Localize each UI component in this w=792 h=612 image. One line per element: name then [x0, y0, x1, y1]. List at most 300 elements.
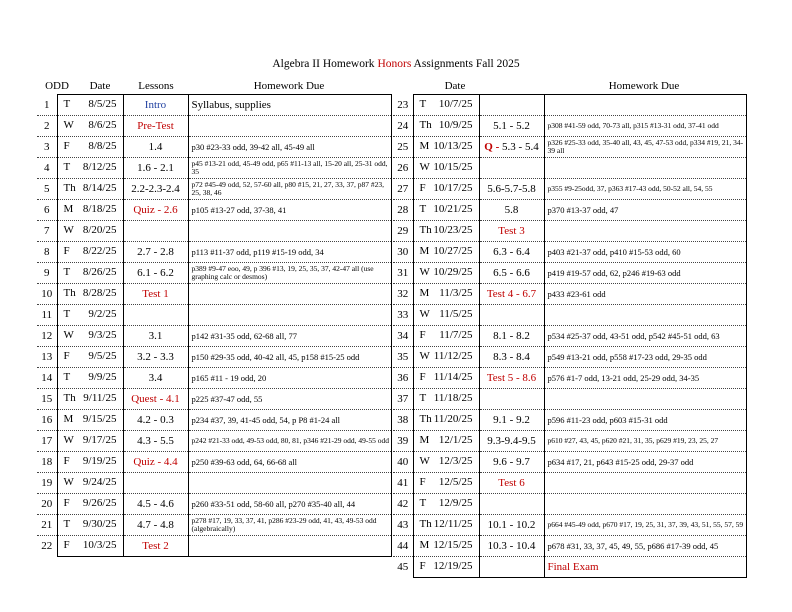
homework-cell — [188, 221, 391, 242]
table-row — [393, 200, 746, 221]
lesson-cell — [123, 515, 188, 536]
table-row — [393, 284, 746, 305]
date: 9/15/25 — [82, 413, 117, 425]
row-number: 10 — [37, 284, 57, 305]
lesson-label: 3.1 — [148, 330, 163, 342]
date-cell — [57, 116, 123, 137]
date: 8/18/25 — [82, 203, 117, 215]
date: 12/1/25 — [438, 434, 473, 446]
day-of-week: M — [419, 287, 430, 299]
day-of-week: W — [63, 119, 74, 131]
lesson-cell — [479, 347, 544, 368]
table-row — [393, 515, 746, 536]
lesson-label: 5.3 - 5.4 — [502, 141, 539, 153]
date: 10/15/25 — [433, 161, 473, 173]
day-of-week: W — [419, 350, 430, 362]
lesson-cell — [479, 389, 544, 410]
homework-cell — [544, 95, 746, 116]
date-cell — [57, 368, 123, 389]
row-number: 25 — [393, 137, 413, 158]
row-number: 43 — [393, 515, 413, 536]
day-of-week: Th — [419, 119, 432, 131]
lesson-label: 6.5 - 6.6 — [493, 267, 530, 279]
day-of-week: F — [63, 245, 70, 257]
day-of-week: F — [63, 455, 70, 467]
table-row — [393, 473, 746, 494]
date: 9/17/25 — [82, 434, 117, 446]
day-of-week: T — [419, 203, 427, 215]
lesson-label: 2.7 - 2.8 — [137, 246, 174, 258]
date: 9/3/25 — [88, 329, 117, 341]
date-cell — [413, 137, 479, 158]
lesson-cell — [123, 494, 188, 515]
row-number: 31 — [393, 263, 413, 284]
table-row — [37, 221, 391, 242]
date-cell — [413, 557, 479, 578]
day-of-week: T — [419, 497, 427, 509]
lesson-cell — [123, 95, 188, 116]
homework-cell — [188, 473, 391, 494]
table-row — [393, 221, 746, 242]
date: 9/26/25 — [82, 497, 117, 509]
homework-cell: p610 #27, 43, 45, p620 #21, 31, 35, p629 #19, 23, 25, 27 — [544, 431, 746, 452]
lesson-label: 9.6 - 9.7 — [493, 456, 530, 468]
table-row — [393, 536, 746, 557]
lesson-cell — [123, 536, 188, 557]
homework-cell: p596 #11-23 odd, p603 #15-31 odd — [544, 410, 746, 431]
row-number: 44 — [393, 536, 413, 557]
day-of-week: Th — [419, 518, 432, 530]
row-number: 5 — [37, 179, 57, 200]
table-row — [393, 347, 746, 368]
homework-cell — [188, 536, 391, 557]
table-row — [37, 473, 391, 494]
row-number: 27 — [393, 179, 413, 200]
row-number: 42 — [393, 494, 413, 515]
day-of-week: F — [63, 497, 70, 509]
homework-cell: p433 #23-61 odd — [544, 284, 746, 305]
table-row — [37, 452, 391, 473]
lesson-label: Pre-Test — [137, 120, 174, 132]
row-number: 8 — [37, 242, 57, 263]
row-number: 37 — [393, 389, 413, 410]
header-odd: ODD — [45, 80, 69, 92]
row-number: 9 — [37, 263, 57, 284]
table-row — [393, 305, 746, 326]
lesson-cell — [479, 284, 544, 305]
day-of-week: T — [63, 308, 71, 320]
day-of-week: W — [419, 266, 430, 278]
day-of-week: M — [63, 413, 74, 425]
row-number: 45 — [393, 557, 413, 578]
day-of-week: W — [419, 308, 430, 320]
table-row — [393, 179, 746, 200]
day-of-week: M — [419, 434, 430, 446]
day-of-week: F — [419, 476, 426, 488]
date-cell — [413, 179, 479, 200]
day-of-week: W — [63, 476, 74, 488]
row-number: 3 — [37, 137, 57, 158]
table-row — [37, 95, 391, 116]
date: 11/14/25 — [433, 371, 473, 383]
date-cell — [57, 179, 123, 200]
lesson-label: 1.4 — [148, 141, 163, 153]
lesson-label: Intro — [144, 99, 167, 111]
lesson-cell — [123, 116, 188, 137]
row-number: 41 — [393, 473, 413, 494]
lesson-cell — [123, 410, 188, 431]
homework-cell: p165 #11 - 19 odd, 20 — [188, 368, 391, 389]
lesson-label: 6.3 - 6.4 — [493, 246, 530, 258]
date: 12/3/25 — [438, 455, 473, 467]
lesson-label: Quiz - 2.6 — [133, 204, 178, 216]
row-number: 12 — [37, 326, 57, 347]
day-of-week: T — [419, 392, 427, 404]
homework-cell: p278 #17, 19, 33, 37, 41, p286 #23-29 odd, 41, 43, 49-53 odd (algebraically) — [188, 515, 391, 536]
row-number: 2 — [37, 116, 57, 137]
table-row — [37, 263, 391, 284]
date: 9/24/25 — [82, 476, 117, 488]
date-cell — [413, 200, 479, 221]
table-row — [393, 116, 746, 137]
date-cell — [413, 536, 479, 557]
date-cell — [57, 326, 123, 347]
date-cell — [413, 347, 479, 368]
table-row — [37, 515, 391, 536]
lesson-cell — [123, 200, 188, 221]
lesson-label: 9.3-9.4-9.5 — [487, 435, 536, 447]
lesson-label: 10.1 - 10.2 — [487, 519, 536, 531]
table-row — [393, 410, 746, 431]
row-number: 36 — [393, 368, 413, 389]
lesson-cell — [123, 263, 188, 284]
day-of-week: Th — [419, 224, 432, 236]
date: 8/22/25 — [82, 245, 117, 257]
homework-cell: p403 #21-37 odd, p410 #15-53 odd, 60 — [544, 242, 746, 263]
lesson-cell — [479, 242, 544, 263]
day-of-week: W — [419, 455, 430, 467]
row-number: 30 — [393, 242, 413, 263]
lesson-label: 1.6 - 2.1 — [137, 162, 174, 174]
lesson-cell — [479, 200, 544, 221]
day-of-week: F — [419, 329, 426, 341]
lesson-label: Test 5 - 8.6 — [486, 372, 537, 384]
homework-cell — [544, 305, 746, 326]
day-of-week: Th — [63, 392, 76, 404]
homework-cell: p242 #21-33 odd, 49-53 odd, 80, 81, p346 #21-29 odd, 49-55 odd — [188, 431, 391, 452]
date-cell — [413, 368, 479, 389]
date-cell — [413, 515, 479, 536]
date-cell — [57, 410, 123, 431]
row-number: 34 — [393, 326, 413, 347]
left-schedule-table — [37, 94, 392, 557]
date: 8/12/25 — [82, 161, 117, 173]
table-row — [37, 410, 391, 431]
date: 11/3/25 — [439, 287, 473, 299]
homework-cell: p142 #31-35 odd, 62-68 all, 77 — [188, 326, 391, 347]
date: 9/5/25 — [88, 350, 117, 362]
row-number: 23 — [397, 98, 409, 111]
date-cell — [57, 158, 123, 179]
table-row — [37, 137, 391, 158]
lesson-label: 4.5 - 4.6 — [137, 498, 174, 510]
homework-cell — [544, 221, 746, 242]
row-number: 14 — [37, 368, 57, 389]
day-of-week: F — [419, 560, 426, 572]
lesson-cell — [123, 242, 188, 263]
homework-cell: Syllabus, supplies — [188, 95, 391, 116]
day-of-week: M — [419, 245, 430, 257]
homework-cell: p534 #25-37 odd, 43-51 odd, p542 #45-51 odd, 63 — [544, 326, 746, 347]
lesson-label: Test 3 — [498, 225, 525, 237]
day-of-week: F — [419, 371, 426, 383]
table-row — [393, 263, 746, 284]
date-cell — [413, 410, 479, 431]
date: 8/5/25 — [88, 98, 117, 110]
row-number: 35 — [393, 347, 413, 368]
header-homework-due: Homework Due — [253, 80, 325, 92]
lesson-label: 4.2 - 0.3 — [137, 414, 174, 426]
date-cell — [57, 473, 123, 494]
row-number: 29 — [393, 221, 413, 242]
lesson-cell — [123, 137, 188, 158]
title-honors: Honors — [377, 58, 412, 70]
date-cell — [413, 242, 479, 263]
date-cell — [57, 389, 123, 410]
lesson-label: Test 1 — [142, 288, 169, 300]
day-of-week: T — [63, 98, 71, 110]
day-of-week: M — [419, 539, 430, 551]
day-of-week: F — [419, 182, 426, 194]
homework-cell: p419 #19-57 odd, 62, p246 #19-63 odd — [544, 263, 746, 284]
row-number: 11 — [37, 305, 57, 326]
row-number: 40 — [393, 452, 413, 473]
date-cell — [57, 221, 123, 242]
homework-cell: p389 #9-47 eoo, 49, p 396 #13, 19, 25, 35, 37, 42-47 all (use graphing calc or desmos) — [188, 263, 391, 284]
date-cell — [57, 242, 123, 263]
title-part1: Algebra II Homework — [272, 58, 378, 70]
table-row — [37, 347, 391, 368]
date: 10/7/25 — [438, 98, 473, 110]
date: 11/20/25 — [433, 413, 473, 425]
day-of-week: M — [63, 203, 74, 215]
homework-cell — [188, 116, 391, 137]
date-cell — [57, 347, 123, 368]
quiz-marker: Q - — [484, 141, 503, 153]
homework-cell — [544, 389, 746, 410]
day-of-week: T — [63, 266, 71, 278]
lesson-label: Quest - 4.1 — [131, 393, 180, 405]
day-of-week: Th — [63, 287, 76, 299]
date: 12/19/25 — [433, 560, 473, 572]
header-date-right: Date — [444, 80, 466, 92]
lesson-cell — [479, 368, 544, 389]
row-number: 16 — [37, 410, 57, 431]
lesson-cell — [479, 494, 544, 515]
table-row — [37, 536, 391, 557]
lesson-label: 10.3 - 10.4 — [487, 540, 536, 552]
row-number: 19 — [37, 473, 57, 494]
date-cell — [413, 326, 479, 347]
homework-cell — [544, 158, 746, 179]
page-title — [0, 58, 792, 70]
lesson-cell — [123, 179, 188, 200]
homework-cell: p150 #29-35 odd, 40-42 all, 45, p158 #15-25 odd — [188, 347, 391, 368]
lesson-cell — [479, 158, 544, 179]
table-row — [37, 326, 391, 347]
date: 10/29/25 — [433, 266, 473, 278]
lesson-label: 5.6-5.7-5.8 — [487, 183, 536, 195]
date: 12/11/25 — [433, 518, 473, 530]
date-cell — [413, 116, 479, 137]
date-cell — [413, 305, 479, 326]
table-row — [37, 305, 391, 326]
lesson-cell — [479, 410, 544, 431]
table-row — [37, 368, 391, 389]
lesson-label: 3.2 - 3.3 — [137, 351, 174, 363]
day-of-week: F — [63, 350, 70, 362]
lesson-label: Test 2 — [142, 540, 169, 552]
date: 8/26/25 — [82, 266, 117, 278]
date: 9/2/25 — [88, 308, 117, 320]
lesson-label: 5.1 - 5.2 — [493, 120, 530, 132]
lesson-label: 3.4 — [148, 372, 163, 384]
date: 8/28/25 — [82, 287, 117, 299]
date-cell — [57, 137, 123, 158]
date: 10/17/25 — [433, 182, 473, 194]
header-date: Date — [89, 80, 111, 92]
table-row — [37, 431, 391, 452]
day-of-week: T — [63, 518, 71, 530]
right-schedule-table — [393, 94, 747, 578]
homework-cell: p576 #1-7 odd, 13-21 odd, 25-29 odd, 34-35 — [544, 368, 746, 389]
date-cell — [413, 95, 479, 116]
lesson-label: 8.3 - 8.4 — [493, 351, 530, 363]
date-cell — [57, 494, 123, 515]
day-of-week: F — [63, 539, 70, 551]
homework-cell: p234 #37, 39, 41-45 odd, 54, p P8 #1-24 all — [188, 410, 391, 431]
table-row — [393, 557, 746, 578]
homework-cell: p113 #11-37 odd, p119 #15-19 odd, 34 — [188, 242, 391, 263]
homework-cell: p549 #13-21 odd, p558 #17-23 odd, 29-35 odd — [544, 347, 746, 368]
row-number: 15 — [37, 389, 57, 410]
table-row — [37, 284, 391, 305]
lesson-cell — [123, 347, 188, 368]
day-of-week: T — [419, 98, 427, 110]
date: 10/21/25 — [433, 203, 473, 215]
lesson-label: 9.1 - 9.2 — [493, 414, 530, 426]
date-cell — [413, 263, 479, 284]
homework-cell: p250 #39-63 odd, 64, 66-68 all — [188, 452, 391, 473]
lesson-cell — [479, 557, 544, 578]
date: 9/19/25 — [82, 455, 117, 467]
row-number: 20 — [37, 494, 57, 515]
lesson-cell — [479, 116, 544, 137]
row-number: 4 — [37, 158, 57, 179]
date-cell — [57, 284, 123, 305]
row-number: 26 — [393, 158, 413, 179]
date-cell — [413, 221, 479, 242]
table-row — [393, 158, 746, 179]
date: 8/20/25 — [82, 224, 117, 236]
homework-cell — [188, 284, 391, 305]
lesson-cell — [479, 221, 544, 242]
lesson-cell — [479, 452, 544, 473]
lesson-label: Test 6 — [498, 477, 525, 489]
day-of-week: W — [63, 434, 74, 446]
homework-cell: p355 #9-25odd, 37, p363 #17-43 odd, 50-52 all, 54, 55 — [544, 179, 746, 200]
table-row — [393, 431, 746, 452]
date: 10/27/25 — [433, 245, 473, 257]
lesson-label: 4.3 - 5.5 — [137, 435, 174, 447]
date-cell — [57, 431, 123, 452]
lesson-cell — [123, 158, 188, 179]
date-cell — [413, 494, 479, 515]
lesson-label: 8.1 - 8.2 — [493, 330, 530, 342]
row-number: 1 — [44, 98, 50, 111]
homework-cell: p225 #37-47 odd, 55 — [188, 389, 391, 410]
lesson-cell — [479, 263, 544, 284]
row-number: 18 — [37, 452, 57, 473]
date-cell — [413, 284, 479, 305]
row-number: 17 — [37, 431, 57, 452]
table-row — [393, 242, 746, 263]
lesson-cell — [479, 305, 544, 326]
homework-cell: p105 #13-27 odd, 37-38, 41 — [188, 200, 391, 221]
lesson-label: Quiz - 4.4 — [133, 456, 178, 468]
date-cell — [57, 200, 123, 221]
table-row — [37, 158, 391, 179]
lesson-cell — [123, 221, 188, 242]
table-row — [393, 389, 746, 410]
date-cell — [413, 431, 479, 452]
homework-cell: Final Exam — [544, 557, 746, 578]
day-of-week: Th — [63, 182, 76, 194]
lesson-cell — [479, 95, 544, 116]
date: 12/15/25 — [433, 539, 473, 551]
table-row — [37, 242, 391, 263]
row-number: 7 — [37, 221, 57, 242]
homework-cell: p634 #17, 21, p643 #15-25 odd, 29-37 odd — [544, 452, 746, 473]
date: 8/8/25 — [88, 140, 117, 152]
table-row — [393, 452, 746, 473]
homework-cell: p308 #41-59 odd, 70-73 all, p315 #13-31 odd, 37-41 odd — [544, 116, 746, 137]
row-number: 38 — [393, 410, 413, 431]
row-number: 21 — [37, 515, 57, 536]
lesson-cell — [123, 452, 188, 473]
table-row — [393, 494, 746, 515]
homework-cell — [188, 305, 391, 326]
day-of-week: T — [63, 161, 71, 173]
lesson-cell — [123, 368, 188, 389]
homework-cell: p370 #13-37 odd, 47 — [544, 200, 746, 221]
table-row — [37, 389, 391, 410]
day-of-week: W — [63, 329, 74, 341]
table-row — [393, 368, 746, 389]
date-cell — [57, 263, 123, 284]
date: 10/23/25 — [433, 224, 473, 236]
row-number: 28 — [393, 200, 413, 221]
homework-cell — [544, 473, 746, 494]
lesson-cell — [479, 515, 544, 536]
row-number: 39 — [393, 431, 413, 452]
lesson-cell — [123, 326, 188, 347]
date: 9/11/25 — [83, 392, 117, 404]
day-of-week: W — [63, 224, 74, 236]
lesson-cell — [479, 137, 544, 158]
lesson-label: 5.8 — [504, 204, 519, 216]
header-lessons: Lessons — [138, 80, 174, 92]
